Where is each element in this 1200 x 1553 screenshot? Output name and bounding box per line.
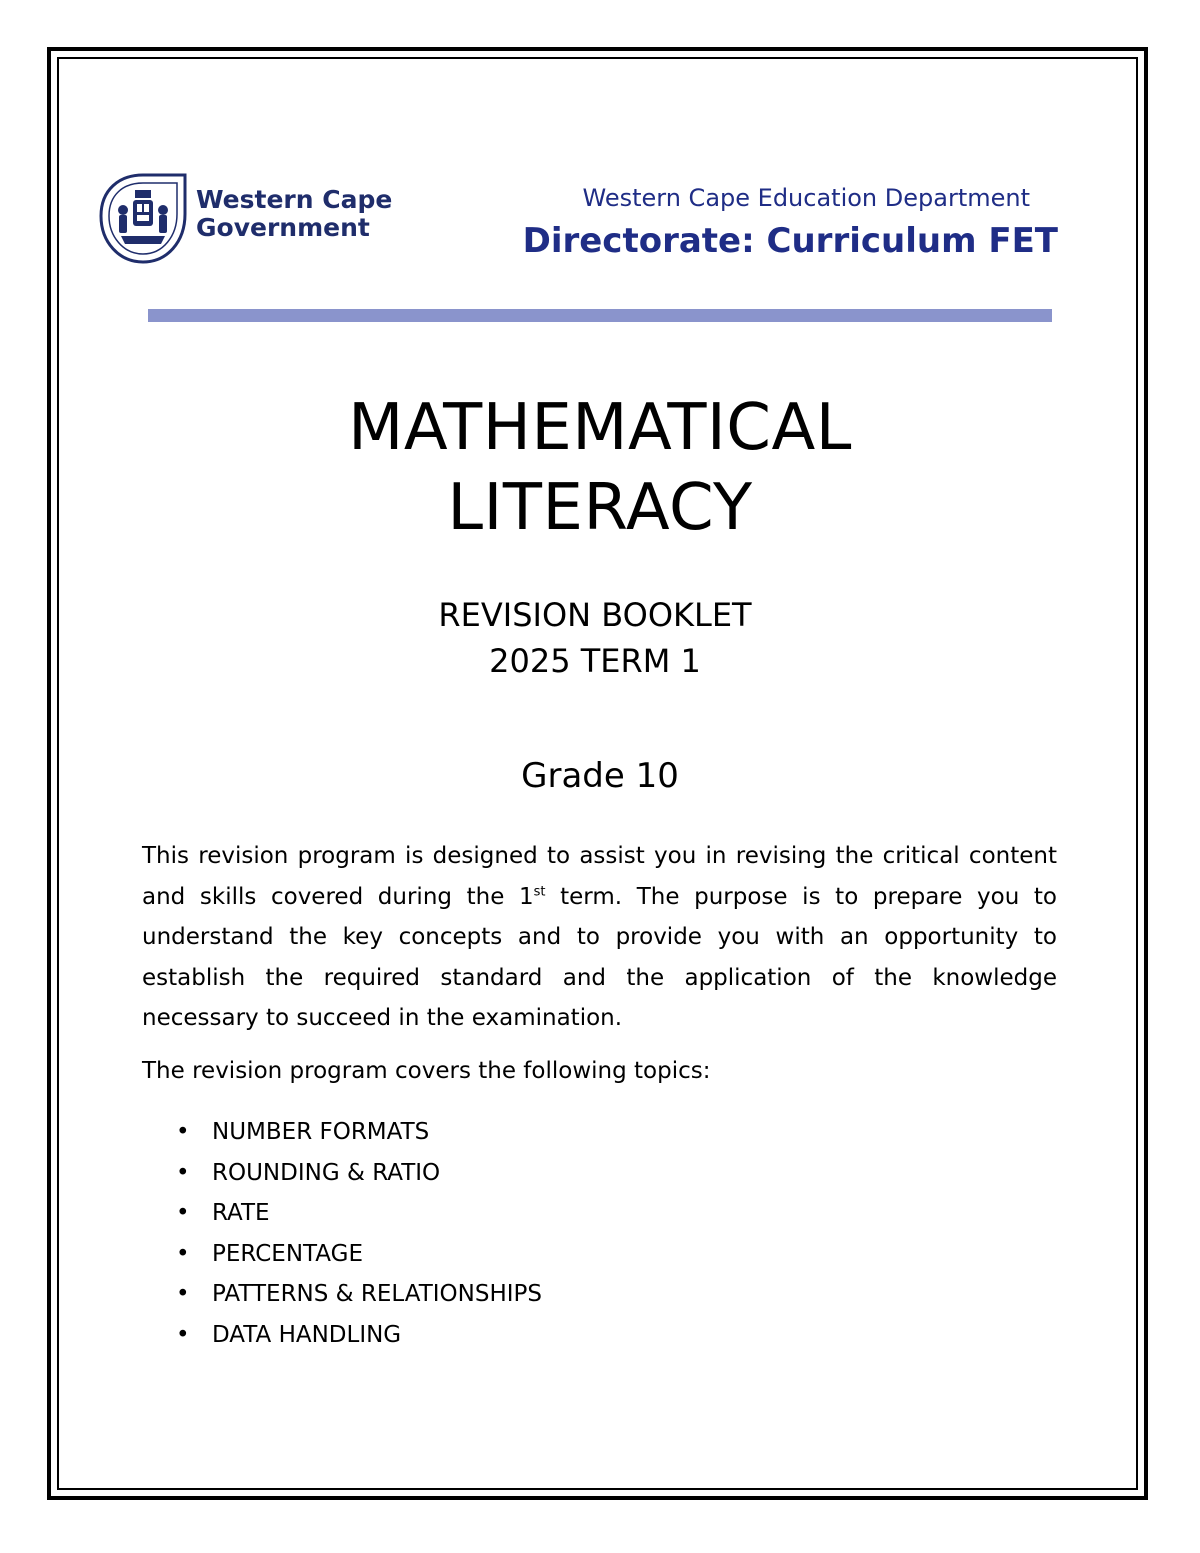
topic-label: DATA HANDLING [212, 1321, 402, 1348]
bullet-icon: • [176, 1240, 190, 1267]
list-item [142, 1112, 542, 1153]
topic-label: ROUNDING & RATIO [212, 1159, 441, 1186]
logo-line-1: Western Cape [196, 185, 393, 214]
bullet-icon: • [176, 1200, 190, 1226]
topics-list [142, 1112, 542, 1355]
list-item [142, 1234, 542, 1275]
grade-label: Grade 10 [521, 756, 679, 796]
subtitle-line-1: REVISION BOOKLET [438, 596, 752, 634]
booklet-subtitle [0, 592, 1190, 684]
bullet-icon: • [176, 1321, 190, 1348]
intro-text-a: This revision program is designed to assist you in revising the critical content and skills covered during the 1 [142, 843, 1057, 910]
logo-line-2: Government [196, 213, 370, 242]
topics-lead: The revision program covers the following topics: [142, 1058, 711, 1084]
subtitle-line-2: 2025 TERM 1 [489, 642, 701, 680]
topic-label: RATE [212, 1200, 270, 1226]
directorate-name: Directorate: Curriculum FET [522, 221, 1058, 261]
bullet-icon: • [176, 1159, 190, 1186]
list-item [142, 1193, 542, 1234]
topic-label: NUMBER FORMATS [212, 1119, 430, 1145]
topic-label: PATTERNS & RELATIONSHIPS [212, 1281, 543, 1307]
topic-label: PERCENTAGE [212, 1240, 363, 1267]
bullet-icon: • [176, 1281, 190, 1307]
intro-text-b: term. The purpose is to prepare you to understand the key concepts and to provide you with an opportunity to establish the required standard and the application of the knowledge necessary to succeed in the examination. [142, 883, 1058, 1031]
intro-paragraph [142, 836, 1057, 1039]
list-item [142, 1315, 542, 1356]
bullet-icon: • [176, 1119, 190, 1145]
intro-ordinal: st [533, 883, 546, 899]
booklet-title [0, 388, 1200, 548]
list-item [142, 1274, 542, 1315]
department-name: Western Cape Education Department [582, 184, 1030, 212]
logo-wordmark [196, 186, 392, 242]
list-item [142, 1153, 542, 1194]
title-line-2: LITERACY [447, 471, 753, 545]
title-line-1: MATHEMATICAL [348, 391, 852, 465]
header-rule [148, 309, 1052, 322]
